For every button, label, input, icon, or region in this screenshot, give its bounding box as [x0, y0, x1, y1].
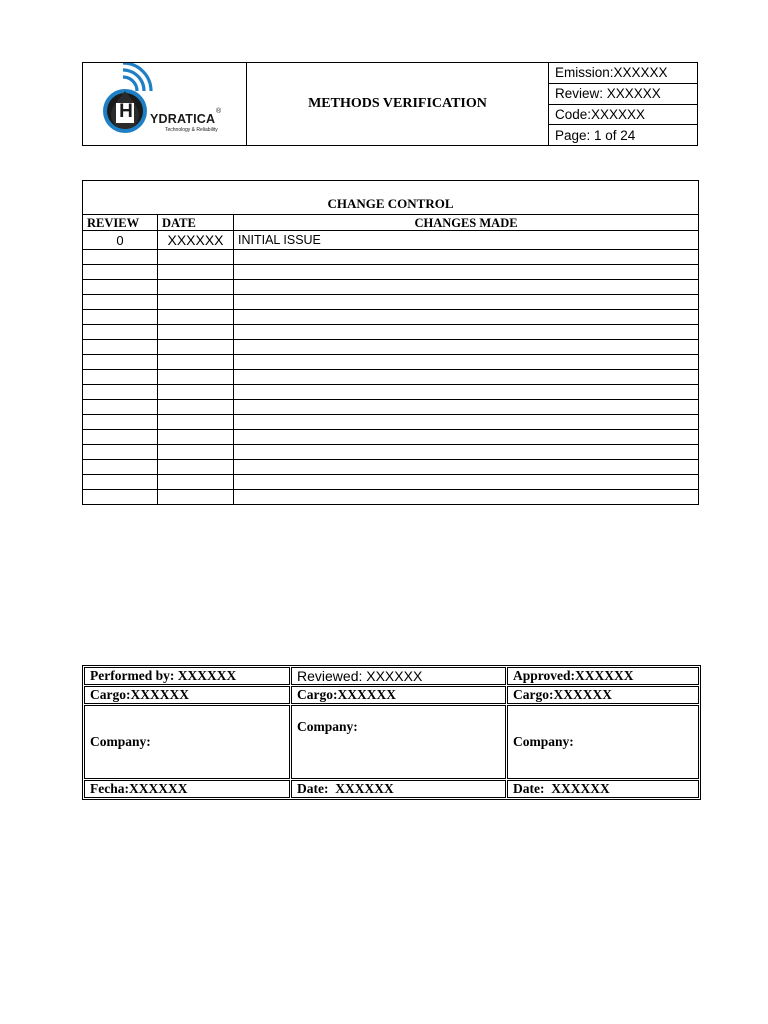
empty-cell [158, 430, 234, 445]
date-cell: XXXXXX [158, 231, 234, 250]
empty-cell [234, 295, 699, 310]
table-row [83, 475, 699, 490]
signature-row-names [84, 667, 699, 685]
empty-cell [158, 250, 234, 265]
empty-cell [158, 460, 234, 475]
empty-cell [234, 325, 699, 340]
empty-cell [83, 310, 158, 325]
company-field-performer: Company: [84, 705, 290, 779]
empty-cell [158, 415, 234, 430]
approved-by-field: Approved:XXXXXX [507, 667, 699, 685]
empty-cell [158, 265, 234, 280]
signature-row-cargo [84, 686, 699, 704]
empty-cell [158, 400, 234, 415]
empty-cell [83, 430, 158, 445]
column-header-review: REVIEW [83, 215, 158, 231]
empty-cell [234, 400, 699, 415]
table-row [83, 310, 699, 325]
changes-cell: INITIAL ISSUE [234, 231, 699, 250]
empty-cell [234, 340, 699, 355]
table-row [83, 231, 699, 250]
emission-field: Emission:XXXXXX [549, 63, 697, 84]
performed-by-field: Performed by: XXXXXX [84, 667, 290, 685]
table-row [83, 250, 699, 265]
table-row [83, 340, 699, 355]
change-control-header-row [83, 215, 699, 231]
page-number: Page: 1 of 24 [555, 127, 636, 143]
logo-cell [83, 63, 247, 145]
empty-cell [83, 490, 158, 505]
signature-row-date [84, 780, 699, 798]
date-field-reviewer: Date: XXXXXX [291, 780, 506, 798]
empty-cell [158, 475, 234, 490]
empty-cell [83, 355, 158, 370]
table-row [83, 460, 699, 475]
hydratica-logo [83, 63, 245, 145]
empty-cell [158, 370, 234, 385]
empty-cell [83, 340, 158, 355]
cargo-field-reviewer: Cargo:XXXXXX [291, 686, 506, 704]
review-cell: 0 [83, 231, 158, 250]
change-control-title: CHANGE CONTROL [83, 181, 699, 215]
document-title: METHODS VERIFICATION [247, 63, 549, 145]
table-row [83, 400, 699, 415]
empty-cell [158, 340, 234, 355]
logo-wordmark: YDRATICA [150, 112, 216, 126]
empty-cell [83, 445, 158, 460]
empty-cell [83, 460, 158, 475]
column-header-changes: CHANGES MADE [234, 215, 699, 231]
column-header-date: DATE [158, 215, 234, 231]
empty-cell [83, 295, 158, 310]
empty-cell [158, 445, 234, 460]
table-row [83, 280, 699, 295]
empty-cell [234, 490, 699, 505]
table-row [83, 490, 699, 505]
empty-cell [234, 460, 699, 475]
empty-cell [158, 355, 234, 370]
empty-cell [234, 385, 699, 400]
table-row [83, 430, 699, 445]
empty-cell [234, 415, 699, 430]
logo-registered-mark: ® [216, 108, 222, 115]
empty-cell [234, 370, 699, 385]
empty-cell [234, 250, 699, 265]
cargo-field-performer: Cargo:XXXXXX [84, 686, 290, 704]
change-control-table [82, 180, 699, 505]
table-row [83, 445, 699, 460]
table-row [83, 370, 699, 385]
empty-cell [158, 295, 234, 310]
logo-tagline: Technology & Reliability [165, 127, 218, 133]
empty-cell [83, 280, 158, 295]
empty-cell [158, 310, 234, 325]
empty-cell [234, 355, 699, 370]
date-field-performer: Fecha:XXXXXX [84, 780, 290, 798]
empty-cell [234, 430, 699, 445]
table-row [83, 325, 699, 340]
signature-table [82, 665, 701, 800]
empty-cell [83, 370, 158, 385]
empty-cell [234, 445, 699, 460]
empty-cell [83, 250, 158, 265]
logo-letter: H [119, 101, 133, 122]
empty-cell [234, 265, 699, 280]
signature-row-company [84, 705, 699, 779]
empty-cell [83, 265, 158, 280]
document-header [82, 62, 698, 146]
company-field-reviewer: Company: [291, 705, 506, 779]
empty-cell [158, 385, 234, 400]
empty-cell [83, 325, 158, 340]
document-meta [549, 63, 697, 145]
table-row [83, 265, 699, 280]
company-field-approver: Company: [507, 705, 699, 779]
review-field: Review: XXXXXX [549, 84, 697, 105]
empty-cell [83, 475, 158, 490]
empty-cell [83, 400, 158, 415]
table-row [83, 355, 699, 370]
empty-cell [234, 475, 699, 490]
empty-cell [83, 385, 158, 400]
empty-cell [234, 280, 699, 295]
empty-cell [234, 310, 699, 325]
cargo-field-approver: Cargo:XXXXXX [507, 686, 699, 704]
empty-cell [158, 280, 234, 295]
empty-cell [83, 415, 158, 430]
reviewed-by-field: Reviewed: XXXXXX [291, 667, 506, 685]
empty-cell [158, 325, 234, 340]
date-field-approver: Date: XXXXXX [507, 780, 699, 798]
table-row [83, 385, 699, 400]
code-field: Code:XXXXXX [549, 105, 697, 126]
table-row [83, 415, 699, 430]
table-row [83, 295, 699, 310]
empty-cell [158, 490, 234, 505]
